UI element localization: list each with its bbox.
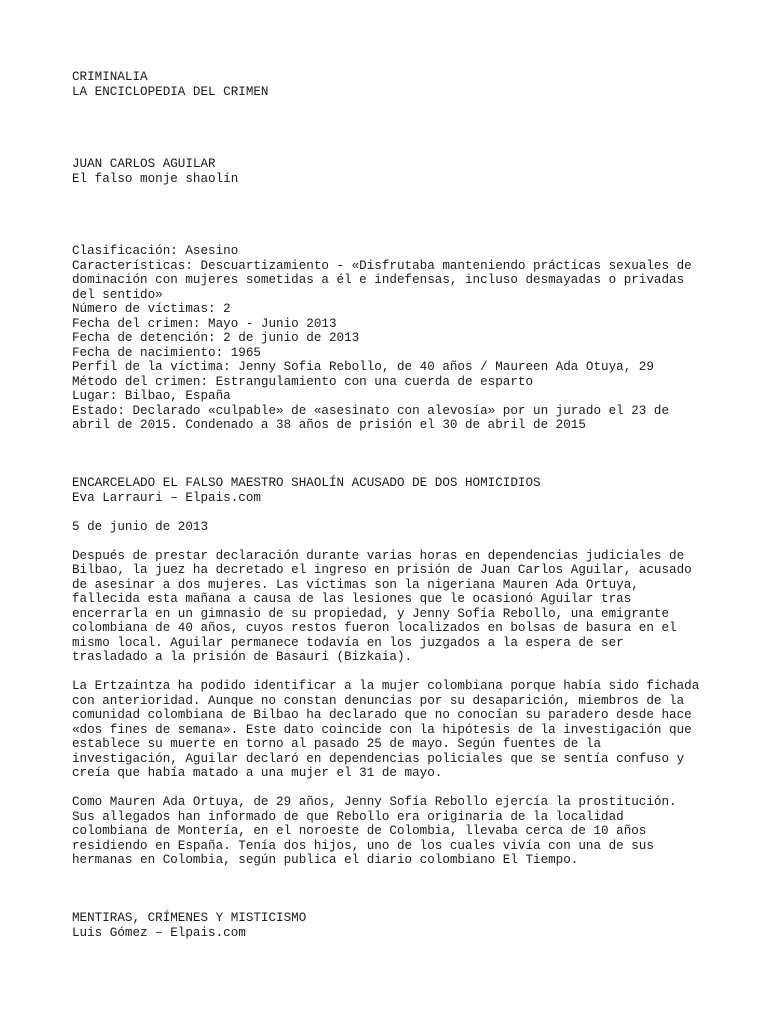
- profile-line: abril de 2015. Condenado a 38 años de prisión el 30 de abril de 2015: [72, 418, 586, 432]
- paragraph-line: establece su muerte en torno al pasado 25 de mayo. Según fuentes de la: [72, 737, 602, 751]
- paragraph-line: colombiana de Montería, en el noroeste de Colombia, llevaba cerca de 10 años: [72, 824, 647, 838]
- article-byline: Eva Larrauri – Elpais.com: [72, 490, 261, 505]
- paragraph-line: trasladado a la prisión de Basauri (Bizkaia).: [72, 650, 413, 664]
- article-byline: Luis Gómez – Elpais.com: [72, 925, 246, 940]
- profile-line: Método del crimen: Estrangulamiento con una cuerda de esparto: [72, 374, 534, 389]
- subject-heading: [72, 157, 712, 186]
- profile-line: Características: Descuartizamiento - «Disfrutaba manteniendo prácticas sexuales de: [72, 258, 692, 273]
- paragraph-line: La Ertzaintza ha podido identificar a la mujer colombiana porque había sido fichada: [72, 679, 700, 693]
- profile-line: Fecha del crimen: Mayo - Junio 2013: [72, 316, 337, 331]
- paragraph-line: de asesinar a dos mujeres. Las víctimas son la nigeriana Mauren Ada Ortuya,: [72, 577, 639, 592]
- article-headline: ENCARCELADO EL FALSO MAESTRO SHAOLÍN ACUSADO DE DOS HOMICIDIOS: [72, 476, 541, 490]
- profile-line: Fecha de nacimiento: 1965: [72, 345, 261, 360]
- paragraph-line: Como Mauren Ada Ortuya, de 29 años, Jenny Sofía Rebollo ejercía la prostitución.: [72, 795, 677, 809]
- paragraph-line: colombiana de 40 años, cuyos restos fueron localizados en bolsas de basura en el: [72, 621, 677, 635]
- paragraph-line: «dos fines de semana». Este dato coincide con la hipótesis de la investigación que: [72, 722, 692, 737]
- profile-line: Número de víctimas: 2: [72, 302, 231, 316]
- paragraph-line: encerrarla en un gimnasio de su propiedad, y Jenny Sofía Rebollo, una emigrante: [72, 606, 670, 621]
- paragraph-line: creía que había matado a una mujer el 31 de mayo.: [72, 766, 443, 780]
- site-subtitle: LA ENCICLOPEDIA DEL CRIMEN: [72, 84, 269, 99]
- paragraph-line: Después de prestar declaración durante varias horas en dependencias judiciales de: [72, 548, 685, 563]
- paragraph-line: residiendo en España. Tenía dos hijos, uno de los cuales vivía con una de sus: [72, 838, 654, 853]
- paragraph-line: investigación, Aguilar declaró en dependencias policiales que se sentía confuso y: [72, 751, 685, 766]
- subject-alias: El falso monje shaolín: [72, 171, 239, 186]
- article-date: 5 de junio de 2013: [72, 519, 209, 534]
- paragraph-line: Sus allegados han informado de que Rebollo era originaria de la localidad: [72, 809, 624, 824]
- profile-line: del sentido»: [72, 287, 163, 302]
- profile-line: Lugar: Bilbao, España: [72, 389, 231, 403]
- paragraph-line: mismo local. Aguilar permanece todavía en los juzgados a la espera de ser: [72, 635, 624, 650]
- article-headline: MENTIRAS, CRÍMENES Y MISTICISMO: [72, 911, 307, 925]
- profile-line: dominación con mujeres sometidas a él e indefensas, incluso desmayadas o privadas: [72, 273, 685, 287]
- article-2: [72, 911, 712, 940]
- paragraph-line: con anterioridad. Aunque no constan denuncias por su desaparición, miembros de la: [72, 693, 685, 708]
- paragraph-line: hermanas en Colombia, según publica el diario colombiano El Tiempo.: [72, 853, 579, 867]
- profile-line: Fecha de detención: 2 de junio de 2013: [72, 331, 360, 345]
- paragraph-line: Bilbao, la juez ha decretado el ingreso en prisión de Juan Carlos Aguilar, acusado: [72, 563, 692, 577]
- article-1: [72, 476, 712, 868]
- profile-block: [72, 244, 712, 433]
- paragraph-line: fallecida esta mañana a causa de las lesiones que le ocasionó Aguilar tras: [72, 592, 632, 606]
- subject-name: JUAN CARLOS AGUILAR: [72, 157, 216, 171]
- profile-line: Clasificación: Asesino: [72, 244, 239, 258]
- paragraph-line: comunidad colombiana de Bilbao ha declarado que no conocían su paradero desde hace: [72, 708, 692, 722]
- document-page: [72, 70, 712, 940]
- article-paragraph: [72, 795, 712, 868]
- site-name: CRIMINALIA: [72, 70, 148, 84]
- document-header: [72, 70, 712, 99]
- profile-line: Estado: Declarado «culpable» de «asesinato con alevosía» por un jurado el 23 de: [72, 403, 670, 418]
- article-paragraph: [72, 679, 712, 781]
- article-paragraph: [72, 549, 712, 665]
- profile-line: Perfil de la víctima: Jenny Sofia Rebollo, de 40 años / Maureen Ada Otuya, 29: [72, 360, 654, 374]
